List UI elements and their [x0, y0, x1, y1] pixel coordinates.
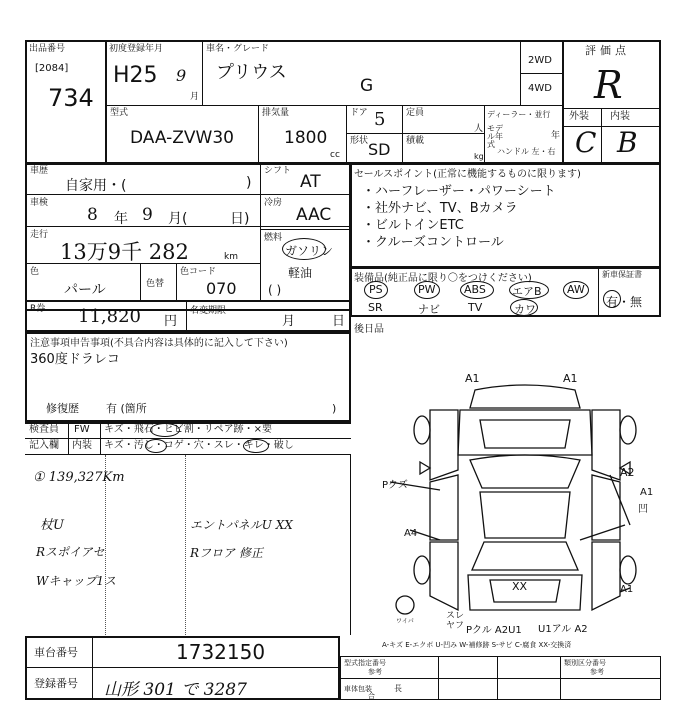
- after-label: 後日品: [354, 324, 384, 335]
- inspector-row2-items: キズ・汚し・コゲ・穴・スレ・キレ・破し: [104, 440, 294, 451]
- displacement-label: 排気量: [262, 108, 290, 118]
- mileage-label: 走行: [30, 230, 49, 240]
- dealer-label: ディーラー・並行: [487, 110, 551, 119]
- class-label: 類別区分番号: [564, 659, 606, 667]
- history-label: 車歴: [30, 166, 49, 176]
- sales-item-2: ・社外ナビ、TV、Bカメラ: [362, 201, 518, 216]
- interior-label: 内装: [610, 111, 630, 122]
- car-diagram: [380, 370, 670, 635]
- inspector-row2-tag: 内装: [72, 440, 92, 451]
- sales-item-3: ・ビルトインETC: [362, 218, 464, 233]
- inspection-year: 8: [87, 205, 98, 225]
- repair-label: 修復歴: [46, 402, 79, 415]
- history-close: ): [246, 175, 252, 191]
- note-right-2: Rフロア 修正: [190, 546, 263, 560]
- inspection-year-unit: 年: [114, 211, 128, 227]
- recycle-row: [25, 300, 351, 332]
- type-label: 型式: [110, 108, 129, 118]
- capacity-unit: 人: [474, 124, 484, 134]
- first-reg-month-unit: 月: [190, 92, 200, 102]
- model-label: 車名・グレード: [206, 44, 270, 54]
- recycle-label: R券: [30, 304, 46, 314]
- mark-yafu: ヤフ: [446, 621, 465, 631]
- inspection-month: 9: [142, 205, 153, 225]
- interior-grade: B: [617, 126, 638, 159]
- note-left-3: Wキャップ1ス: [36, 574, 116, 588]
- inspection-day-unit: 日): [230, 211, 250, 227]
- ac-value: AAC: [296, 205, 332, 225]
- note-right-1: エントパネルU XX: [190, 518, 293, 532]
- odometer-note: ① 139,327Km: [33, 470, 125, 485]
- inspection-label: 車検: [30, 198, 49, 208]
- doors-value: 5: [374, 109, 386, 130]
- color-label: 色: [30, 267, 40, 277]
- transfer-day: 日: [332, 314, 346, 329]
- capacity-label: 定員: [406, 108, 425, 118]
- eq-camera: カワ: [514, 303, 536, 316]
- exterior-label: 外装: [569, 111, 589, 122]
- exterior-grade: C: [575, 126, 597, 159]
- transfer-unit: 月: [282, 314, 296, 329]
- lot-label: 出品番号: [29, 44, 66, 54]
- color-value: パール: [64, 282, 106, 298]
- mark-a1-right: A1: [640, 487, 654, 498]
- handle-label: ハンドル 左・右: [497, 147, 556, 156]
- mark-a1-rear-right: A1: [620, 584, 634, 595]
- dest-label: 合: [368, 692, 375, 700]
- new-car-label: 新車保証書: [602, 270, 642, 279]
- mark-a4-left: A4: [404, 528, 418, 539]
- eq-ps: PS: [369, 283, 383, 296]
- sales-item-1: ・ハーフレーザー・パワーシート: [362, 184, 556, 199]
- fuel-diesel: 軽油: [288, 266, 313, 280]
- ac-label: 冷房: [264, 198, 283, 208]
- shift-label: シフト: [264, 166, 292, 176]
- note-left-1: 杖U: [40, 518, 64, 533]
- lot-sub: [2084]: [35, 63, 69, 74]
- mark-a1-front-left: A1: [465, 372, 480, 385]
- grade: G: [360, 76, 374, 96]
- lot-number: 734: [48, 84, 94, 112]
- mark-rear-left: Pクル A2U1: [466, 625, 522, 636]
- repair-close: ): [332, 402, 337, 415]
- model-name: プリウス: [216, 62, 287, 83]
- color-code-value: 070: [206, 279, 237, 298]
- repair-value: 有 (箇所: [106, 402, 147, 415]
- color-change-label: 色替: [146, 279, 165, 289]
- eq-airbag: エアB: [512, 285, 542, 298]
- displacement-value: 1800: [284, 128, 328, 148]
- eq-sr: SR: [368, 301, 383, 314]
- inspector-row1-tag: FW: [74, 424, 90, 435]
- equipment-label: 装備品(純正品に限り〇をつけください): [354, 273, 532, 284]
- eq-aw: AW: [567, 283, 585, 296]
- mark-sure: スレ: [446, 611, 465, 621]
- note-left-2: Rスポイアセ: [36, 545, 105, 559]
- fuel-label: 燃料: [264, 233, 283, 243]
- cert-sub: 参考: [368, 668, 382, 676]
- recycle-value: 11,820: [78, 306, 141, 327]
- inspection-month-unit: 月(: [168, 211, 188, 227]
- model-year-label: モデル年式: [487, 124, 503, 149]
- circle-flying-stone: [150, 423, 180, 437]
- sales-item-4: ・クルーズコントロール: [362, 235, 504, 250]
- score-label: 評価点: [585, 44, 630, 57]
- recycle-unit: 円: [164, 314, 178, 329]
- notes-label: 注意事項申告事項(不具合内容は具体的に記入して下さい): [30, 338, 288, 349]
- displacement-unit: cc: [330, 150, 340, 160]
- eq-pw: PW: [418, 283, 436, 296]
- cert-label: 型式指定番号: [344, 659, 386, 667]
- mark-a1-front-right: A1: [563, 372, 578, 385]
- shift-value: AT: [300, 172, 321, 192]
- pack-label: 車体包装: [344, 685, 372, 693]
- load-unit: kg: [474, 152, 484, 161]
- reg-label: 登録番号: [34, 677, 78, 690]
- pack-value: 長: [394, 684, 402, 693]
- inspector-row1-items: キズ・飛石・ヒビ割・リペア跡・×要: [104, 424, 272, 435]
- model-year-unit: 年: [551, 131, 561, 141]
- diagram-small: ワイパ: [396, 618, 414, 625]
- new-car-circle: [603, 290, 621, 308]
- mileage-value: 13万9千 282: [60, 240, 189, 264]
- eq-navi: ナビ: [418, 303, 440, 316]
- sales-label: セールスポイント(正常に機能するものに限ります): [354, 169, 581, 180]
- mileage-unit: km: [224, 252, 238, 262]
- mark-a2-right: A2: [620, 466, 635, 479]
- fuel-bracket: ( ): [268, 283, 282, 297]
- new-car-value: 有・無: [606, 295, 643, 309]
- score: R: [594, 63, 623, 107]
- mark-xx-rear: XX: [512, 580, 528, 593]
- drive-4wd: 4WD: [528, 83, 552, 94]
- doors-label: ドア: [350, 108, 368, 118]
- circle-scuff: [243, 439, 269, 453]
- shape-label: 形状: [350, 136, 369, 146]
- mark-rear-right: U1アル A2: [538, 624, 588, 635]
- history-value: 自家用・(: [65, 178, 127, 194]
- circle-dirt: [145, 439, 167, 453]
- first-reg-label: 初度登録年月: [109, 44, 164, 54]
- mark-p-left: Pクズ: [382, 480, 408, 491]
- eq-tv: TV: [468, 301, 483, 314]
- notes-value: 360度ドラレコ: [30, 352, 120, 367]
- inspector-col1: 検査員: [29, 424, 59, 435]
- type-value: DAA-ZVW30: [130, 128, 235, 148]
- mark-dent-right: 凹: [638, 504, 648, 515]
- color-code-label: 色コード: [180, 267, 217, 277]
- inspector-col2: 記入欄: [29, 440, 59, 451]
- legend: A-キズ E-エクボ U-凹み W-補修跡 S-サビ C-腐食 XX-交換済: [382, 641, 572, 649]
- header-block: [25, 40, 661, 164]
- chassis-value: 1732150: [176, 640, 266, 664]
- transfer-label: 名変期限: [190, 306, 227, 316]
- reg-value: 山形 301 で 3287: [104, 680, 247, 700]
- eq-abs: ABS: [464, 283, 486, 296]
- shape-value: SD: [368, 140, 391, 159]
- chassis-label: 車台番号: [34, 646, 78, 659]
- first-reg-month: 9: [176, 66, 187, 85]
- ref-label: 参考: [590, 668, 604, 676]
- drive-2wd: 2WD: [528, 55, 552, 66]
- load-label: 積載: [406, 136, 425, 146]
- fuel-gasoline: ガソリン: [285, 244, 334, 258]
- first-reg-year: H25: [113, 63, 158, 88]
